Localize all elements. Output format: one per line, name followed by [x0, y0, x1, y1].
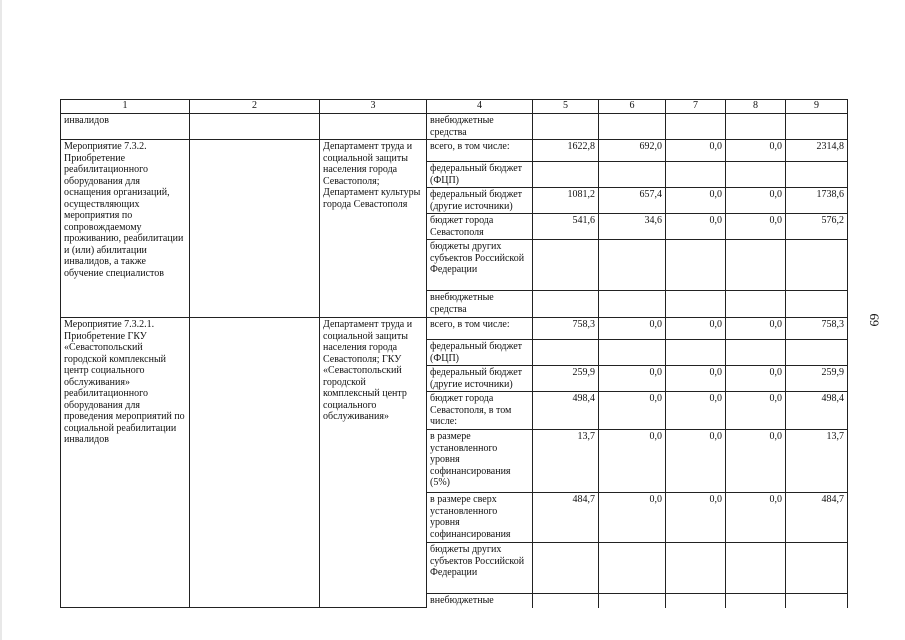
- measure-cell: Мероприятие 7.3.2. Приобретение реабилитационного оборудования для оснащения организаций, осуществляющих мероприятия по сопровождаемому проживанию, реабилитации и (или) абилитации инвалидов, а также обучение специалистов: [61, 140, 190, 318]
- value-cell: [533, 291, 599, 318]
- value-cell: [726, 594, 786, 608]
- value-cell: 0,0: [666, 430, 726, 493]
- value-cell: 0,0: [599, 318, 666, 340]
- value-cell: 484,7: [533, 493, 599, 543]
- value-cell: 692,0: [599, 140, 666, 162]
- value-cell: 0,0: [726, 392, 786, 430]
- measure-cell: Мероприятие 7.3.2.1. Приобретение ГКУ «Севастопольский городской комплексный центр социального обслуживания» реабилитационного оборудования для проведения мероприятий по социальной реабилитации инвалидов: [61, 318, 190, 608]
- empty-cell: [190, 140, 320, 318]
- header-cell: 4: [427, 100, 533, 114]
- value-cell: [599, 594, 666, 608]
- funding-source-cell: бюджет города Севастополя: [427, 214, 533, 240]
- funding-source-cell: федеральный бюджет (другие источники): [427, 188, 533, 214]
- value-cell: 758,3: [786, 318, 848, 340]
- value-cell: 541,6: [533, 214, 599, 240]
- funding-source-cell: бюджет города Севастополя, в том числе:: [427, 392, 533, 430]
- value-cell: 34,6: [599, 214, 666, 240]
- value-cell: 657,4: [599, 188, 666, 214]
- value-cell: 484,7: [786, 493, 848, 543]
- value-cell: 0,0: [666, 214, 726, 240]
- value-cell: 0,0: [726, 430, 786, 493]
- value-cell: 0,0: [726, 493, 786, 543]
- value-cell: 1738,6: [786, 188, 848, 214]
- value-cell: 0,0: [599, 430, 666, 493]
- value-cell: [726, 543, 786, 594]
- table-header-row: [61, 100, 848, 114]
- value-cell: [666, 543, 726, 594]
- value-cell: 0,0: [666, 140, 726, 162]
- value-cell: 498,4: [533, 392, 599, 430]
- header-cell: 6: [599, 100, 666, 114]
- value-cell: 0,0: [599, 392, 666, 430]
- value-cell: 0,0: [666, 366, 726, 392]
- value-cell: 576,2: [786, 214, 848, 240]
- value-cell: [666, 240, 726, 291]
- header-cell: 8: [726, 100, 786, 114]
- value-cell: [599, 162, 666, 188]
- value-cell: 1622,8: [533, 140, 599, 162]
- value-cell: 0,0: [726, 140, 786, 162]
- value-cell: 0,0: [726, 214, 786, 240]
- header-cell: 1: [61, 100, 190, 114]
- header-cell: 2: [190, 100, 320, 114]
- value-cell: 0,0: [726, 366, 786, 392]
- budget-table: [60, 99, 848, 608]
- value-cell: 0,0: [666, 493, 726, 543]
- value-cell: [786, 114, 848, 140]
- value-cell: 13,7: [533, 430, 599, 493]
- funding-source-cell: бюджеты других субъектов Российской Федерации: [427, 240, 533, 291]
- value-cell: [786, 240, 848, 291]
- value-cell: [533, 594, 599, 608]
- funding-source-cell: внебюджетные средства: [427, 291, 533, 318]
- value-cell: 13,7: [786, 430, 848, 493]
- value-cell: [599, 291, 666, 318]
- funding-source-cell: всего, в том числе:: [427, 140, 533, 162]
- value-cell: 0,0: [599, 493, 666, 543]
- table-row: [61, 140, 848, 162]
- value-cell: [599, 340, 666, 366]
- funding-source-cell: федеральный бюджет (ФЦП): [427, 162, 533, 188]
- value-cell: 0,0: [666, 188, 726, 214]
- header-cell: 7: [666, 100, 726, 114]
- executor-cell: Департамент труда и социальной защиты населения города Севастополя; Департамент культуры города Севастополя: [320, 140, 427, 318]
- value-cell: [533, 114, 599, 140]
- value-cell: [786, 340, 848, 366]
- value-cell: [533, 543, 599, 594]
- empty-cell: [190, 114, 320, 140]
- value-cell: 0,0: [666, 392, 726, 430]
- table-row: [61, 114, 848, 140]
- value-cell: [666, 114, 726, 140]
- header-cell: 9: [786, 100, 848, 114]
- executor-cell: [320, 114, 427, 140]
- value-cell: 758,3: [533, 318, 599, 340]
- header-cell: 3: [320, 100, 427, 114]
- value-cell: [726, 291, 786, 318]
- page-number: 69: [866, 313, 882, 327]
- value-cell: [533, 240, 599, 291]
- value-cell: [726, 340, 786, 366]
- funding-source-cell: федеральный бюджет (ФЦП): [427, 340, 533, 366]
- empty-cell: [190, 318, 320, 608]
- funding-source-cell: внебюджетные средства: [427, 114, 533, 140]
- value-cell: [726, 114, 786, 140]
- value-cell: [786, 543, 848, 594]
- value-cell: 0,0: [666, 318, 726, 340]
- value-cell: [786, 291, 848, 318]
- funding-source-cell: бюджеты других субъектов Российской Федерации: [427, 543, 533, 594]
- value-cell: 259,9: [533, 366, 599, 392]
- executor-cell: Департамент труда и социальной защиты населения города Севастополя; ГКУ «Севастопольский городской комплексный центр социального обслуживания»: [320, 318, 427, 608]
- value-cell: 0,0: [599, 366, 666, 392]
- value-cell: 2314,8: [786, 140, 848, 162]
- value-cell: [599, 240, 666, 291]
- value-cell: 0,0: [726, 318, 786, 340]
- value-cell: [666, 162, 726, 188]
- value-cell: [533, 162, 599, 188]
- value-cell: [599, 114, 666, 140]
- funding-source-cell: внебюджетные: [427, 594, 533, 608]
- funding-source-cell: федеральный бюджет (другие источники): [427, 366, 533, 392]
- funding-source-cell: всего, в том числе:: [427, 318, 533, 340]
- funding-source-cell: в размере сверх установленного уровня софинансирования: [427, 493, 533, 543]
- value-cell: 498,4: [786, 392, 848, 430]
- value-cell: [666, 594, 726, 608]
- value-cell: [726, 162, 786, 188]
- scan-edge: [0, 0, 2, 640]
- value-cell: 1081,2: [533, 188, 599, 214]
- value-cell: [599, 543, 666, 594]
- value-cell: [786, 594, 848, 608]
- funding-source-cell: в размере установленного уровня софинансирования (5%): [427, 430, 533, 493]
- value-cell: [786, 162, 848, 188]
- value-cell: [726, 240, 786, 291]
- measure-cell: инвалидов: [61, 114, 190, 140]
- value-cell: 0,0: [726, 188, 786, 214]
- value-cell: 259,9: [786, 366, 848, 392]
- value-cell: [533, 340, 599, 366]
- table-row: [61, 318, 848, 340]
- value-cell: [666, 340, 726, 366]
- header-cell: 5: [533, 100, 599, 114]
- value-cell: [666, 291, 726, 318]
